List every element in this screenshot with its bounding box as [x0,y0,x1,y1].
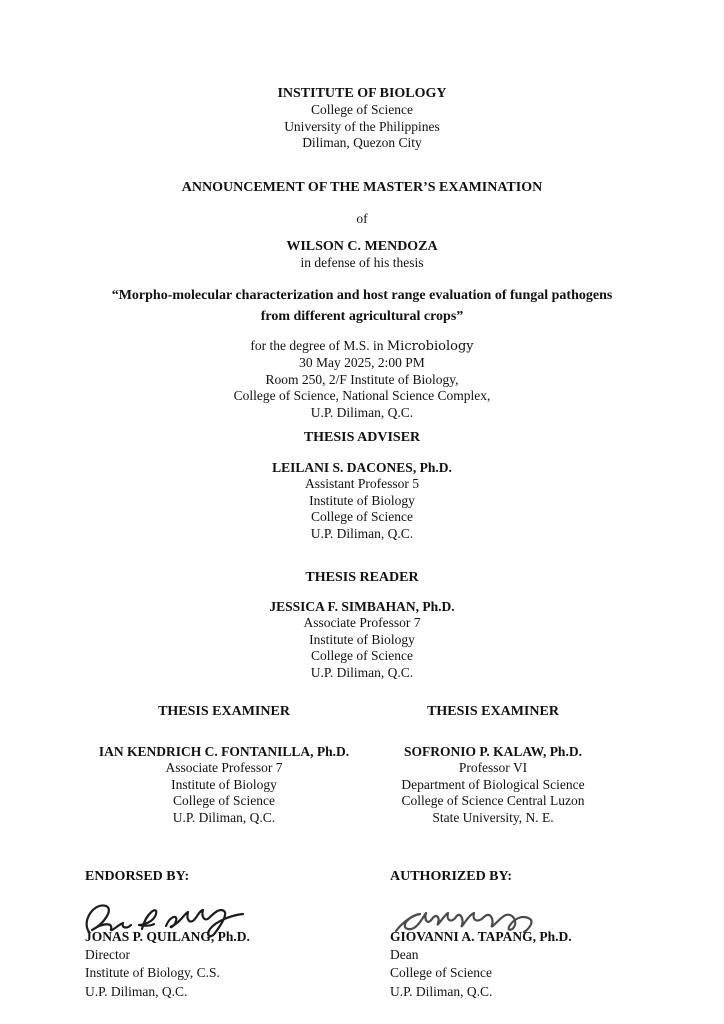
thesis-title-line: from different agricultural crops” [260,308,464,324]
signatory-line: College of Science [390,965,492,981]
adviser-line: Assistant Professor 5 [305,476,419,492]
adviser-line: U.P. Diliman, Q.C. [310,525,414,541]
examiner-line: Institute of Biology [171,776,277,792]
examiner-line: Department of Biological Science [401,776,585,792]
signatory-name: JONAS P. QUILANG, Ph.D. [85,929,250,944]
reader-line: College of Science [311,648,413,664]
examiner-line: State University, N. E. [432,809,554,825]
examiner-line: Associate Professor 7 [165,760,283,776]
endorsed-by-label: ENDORSED BY: [85,869,190,884]
letterhead [0,86,724,152]
letterhead-line: Diliman, Quezon City [302,135,422,151]
announcement-title: ANNOUNCEMENT OF THE MASTER’S EXAMINATION [181,180,543,195]
candidate-name: WILSON C. MENDOZA [286,239,438,254]
letterhead-line: College of Science [311,102,413,118]
letterhead-line: University of the Philippines [284,118,440,134]
signatory-line: Dean [390,947,419,963]
schedule-line: 30 May 2025, 2:00 PM [299,355,425,371]
examiner-name: IAN KENDRICH C. FONTANILLA, Ph.D. [98,744,350,759]
reader-line: Institute of Biology [309,631,415,647]
reader-name: JESSICA F. SIMBAHAN, Ph.D. [269,599,455,614]
signatory-line: U.P. Diliman, Q.C. [85,983,188,999]
examiner-right-block [343,744,643,826]
schedule-line: U.P. Diliman, Q.C. [310,404,414,420]
thesis-title [0,286,724,327]
institute-name: INSTITUTE OF BIOLOGY [277,86,447,101]
examiner-line: College of Science [173,793,275,809]
adviser-block [0,460,724,542]
schedule-line: Room 250, 2/F Institute of Biology, [265,371,459,387]
reader-heading: THESIS READER [305,570,419,585]
adviser-name: LEILANI S. DACONES, Ph.D. [272,460,452,475]
examiner-right-heading: THESIS EXAMINER [427,704,559,719]
signatory-line: Director [85,947,130,963]
schedule-line: College of Science, National Science Complex, [233,388,491,404]
authorized-signatory-block [390,928,572,1001]
degree-prefix: for the degree of M.S. in [250,338,387,353]
signatory-line: Institute of Biology, C.S. [85,965,220,981]
degree-line [0,338,724,355]
thesis-title-line: “Morpho-molecular characterization and host range evaluation of fungal pathogens [111,288,613,303]
degree-program: Microbiology [386,339,474,354]
degree-schedule-block [0,338,724,421]
signatory-line: U.P. Diliman, Q.C. [390,983,493,999]
examiner-name: SOFRONIO P. KALAW, Ph.D. [404,744,582,759]
examiner-left-block [69,744,379,826]
candidate-block [0,239,724,272]
adviser-line: Institute of Biology [309,492,415,508]
defense-line: in defense of his thesis [300,255,424,271]
examiner-left-heading: THESIS EXAMINER [158,704,290,719]
examiner-line: Professor VI [458,760,528,776]
reader-line: Associate Professor 7 [303,615,421,631]
adviser-heading: THESIS ADVISER [303,430,421,445]
authorized-by-label: AUTHORIZED BY: [390,869,513,884]
endorsed-signatory-block [85,928,250,1001]
reader-block [0,599,724,681]
examiner-line: College of Science Central Luzon [401,793,585,809]
of-word: of [356,211,368,226]
reader-line: U.P. Diliman, Q.C. [310,664,414,680]
adviser-line: College of Science [311,509,413,525]
examiner-line: U.P. Diliman, Q.C. [172,809,276,825]
signatory-name: GIOVANNI A. TAPANG, Ph.D. [390,929,572,944]
